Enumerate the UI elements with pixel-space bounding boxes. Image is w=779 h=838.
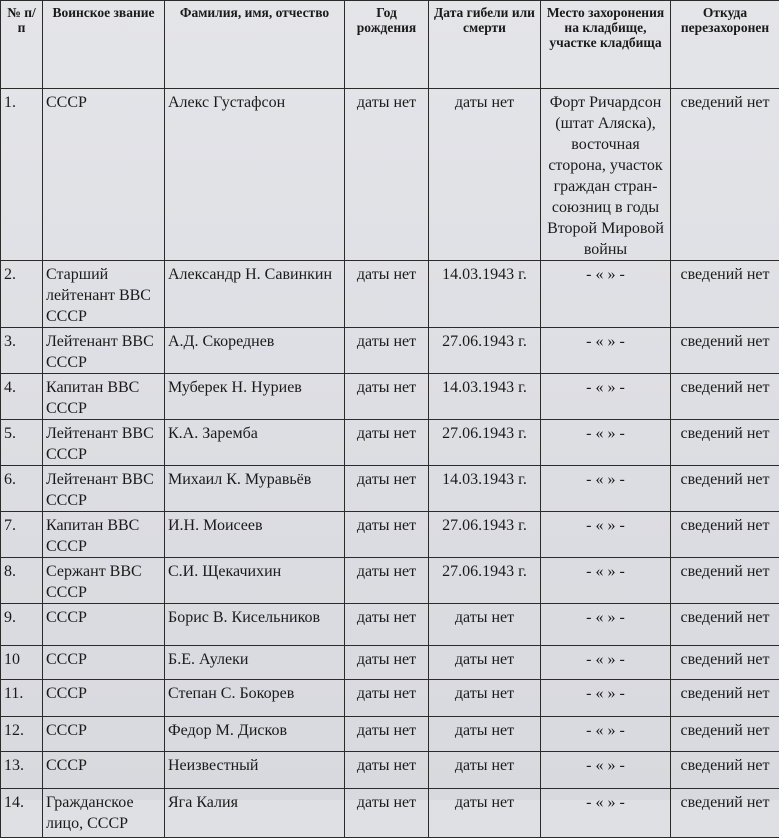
row-burial-place: - « » -	[541, 558, 671, 604]
row-burial-place: - « » -	[541, 374, 671, 420]
row-burial-place: - « » -	[541, 328, 671, 374]
row-rank: СССР	[43, 646, 165, 680]
row-rank: СССР	[43, 89, 165, 261]
row-burial-place: - « » -	[541, 261, 671, 328]
row-num: 11.	[1, 680, 43, 717]
row-name: Неизвестный	[165, 752, 345, 789]
row-burial-place: - « » -	[541, 717, 671, 752]
table-row	[1, 646, 779, 680]
row-birth-year: даты нет	[345, 717, 429, 752]
row-rank: СССР	[43, 680, 165, 717]
row-rank: СССР	[43, 604, 165, 646]
row-reburied-from: сведений нет	[671, 789, 779, 838]
table-row	[1, 261, 779, 328]
row-name: Федор М. Дисков	[165, 717, 345, 752]
row-reburied-from: сведений нет	[671, 680, 779, 717]
row-death-date: даты нет	[429, 789, 541, 838]
row-num: 8.	[1, 558, 43, 604]
row-num: 1.	[1, 89, 43, 261]
row-death-date: 27.06.1943 г.	[429, 328, 541, 374]
row-burial-place: - « » -	[541, 646, 671, 680]
row-birth-year: даты нет	[345, 512, 429, 558]
row-name: Борис В. Кисельников	[165, 604, 345, 646]
header-rank: Воинское звание	[43, 1, 165, 89]
row-num: 12.	[1, 717, 43, 752]
row-name: Михаил К. Муравьёв	[165, 466, 345, 512]
row-num: 14.	[1, 789, 43, 838]
row-rank: Лейтенант ВВС СССР	[43, 466, 165, 512]
row-num: 3.	[1, 328, 43, 374]
row-num: 9.	[1, 604, 43, 646]
row-name: Александр Н. Савинкин	[165, 261, 345, 328]
row-death-date: даты нет	[429, 717, 541, 752]
row-reburied-from: сведений нет	[671, 558, 779, 604]
row-burial-place: - « » -	[541, 789, 671, 838]
row-name: Муберек Н. Нуриев	[165, 374, 345, 420]
row-death-date: даты нет	[429, 752, 541, 789]
row-death-date: даты нет	[429, 680, 541, 717]
row-name: Яга Калия	[165, 789, 345, 838]
table-row	[1, 680, 779, 717]
table-row	[1, 604, 779, 646]
row-burial-place: - « » -	[541, 512, 671, 558]
table-row	[1, 89, 779, 261]
row-reburied-from: сведений нет	[671, 604, 779, 646]
row-birth-year: даты нет	[345, 374, 429, 420]
row-rank: СССР	[43, 752, 165, 789]
row-death-date: даты нет	[429, 89, 541, 261]
row-birth-year: даты нет	[345, 328, 429, 374]
row-reburied-from: сведений нет	[671, 512, 779, 558]
table-row	[1, 466, 779, 512]
row-rank: Лейтенант ВВС СССР	[43, 328, 165, 374]
row-death-date: 27.06.1943 г.	[429, 558, 541, 604]
row-num: 5.	[1, 420, 43, 466]
row-death-date: даты нет	[429, 646, 541, 680]
row-death-date: 27.06.1943 г.	[429, 512, 541, 558]
row-birth-year: даты нет	[345, 789, 429, 838]
row-burial-place: - « » -	[541, 466, 671, 512]
row-burial-place: - « » -	[541, 420, 671, 466]
table-row	[1, 328, 779, 374]
row-death-date: 27.06.1943 г.	[429, 420, 541, 466]
row-reburied-from: сведений нет	[671, 420, 779, 466]
row-reburied-from: сведений нет	[671, 261, 779, 328]
row-death-date: даты нет	[429, 604, 541, 646]
row-name: И.Н. Моисеев	[165, 512, 345, 558]
header-death: Дата гибели или смерти	[429, 1, 541, 89]
table-header-row	[1, 1, 779, 89]
row-birth-year: даты нет	[345, 261, 429, 328]
row-name: К.А. Заремба	[165, 420, 345, 466]
row-rank: Гражданское лицо, СССР	[43, 789, 165, 838]
row-num: 2.	[1, 261, 43, 328]
table-row	[1, 558, 779, 604]
row-burial-place: - « » -	[541, 604, 671, 646]
row-burial-place: - « » -	[541, 752, 671, 789]
row-birth-year: даты нет	[345, 420, 429, 466]
table-row	[1, 789, 779, 838]
row-num: 4.	[1, 374, 43, 420]
row-death-date: 14.03.1943 г.	[429, 374, 541, 420]
row-burial-place: Форт Ричардсон (штат Аляска), восточная сторона, участок граждан стран-союзниц в годы Второй Мировой войны	[541, 89, 671, 261]
row-burial-place: - « » -	[541, 680, 671, 717]
row-num: 6.	[1, 466, 43, 512]
row-birth-year: даты нет	[345, 604, 429, 646]
row-death-date: 14.03.1943 г.	[429, 466, 541, 512]
header-num: № п/п	[1, 1, 43, 89]
row-rank: Старший лейтенант ВВС СССР	[43, 261, 165, 328]
row-birth-year: даты нет	[345, 680, 429, 717]
row-birth-year: даты нет	[345, 466, 429, 512]
table-row	[1, 374, 779, 420]
header-born: Год рождения	[345, 1, 429, 89]
header-name: Фамилия, имя, отчество	[165, 1, 345, 89]
row-reburied-from: сведений нет	[671, 89, 779, 261]
row-birth-year: даты нет	[345, 752, 429, 789]
row-death-date: 14.03.1943 г.	[429, 261, 541, 328]
row-birth-year: даты нет	[345, 89, 429, 261]
row-rank: Капитан ВВС СССР	[43, 374, 165, 420]
row-reburied-from: сведений нет	[671, 328, 779, 374]
row-reburied-from: сведений нет	[671, 374, 779, 420]
row-rank: Капитан ВВС СССР	[43, 512, 165, 558]
row-rank: Лейтенант ВВС СССР	[43, 420, 165, 466]
header-place: Место захоронения на кладбище, участке кладбища	[541, 1, 671, 89]
table-row	[1, 512, 779, 558]
row-num: 7.	[1, 512, 43, 558]
row-name: Алекс Густафсон	[165, 89, 345, 261]
row-reburied-from: сведений нет	[671, 752, 779, 789]
row-name: С.И. Щекачихин	[165, 558, 345, 604]
row-rank: Сержант ВВС СССР	[43, 558, 165, 604]
row-reburied-from: сведений нет	[671, 466, 779, 512]
table-row	[1, 420, 779, 466]
table-row	[1, 752, 779, 789]
table-row	[1, 717, 779, 752]
row-reburied-from: сведений нет	[671, 717, 779, 752]
row-birth-year: даты нет	[345, 558, 429, 604]
header-from: Откуда перезахоронен	[671, 1, 779, 89]
row-rank: СССР	[43, 717, 165, 752]
row-name: Б.Е. Аулеки	[165, 646, 345, 680]
row-num: 13.	[1, 752, 43, 789]
row-name: Степан С. Бокорев	[165, 680, 345, 717]
row-num: 10	[1, 646, 43, 680]
row-birth-year: даты нет	[345, 646, 429, 680]
row-name: А.Д. Скореднев	[165, 328, 345, 374]
table-body	[1, 89, 779, 838]
row-reburied-from: сведений нет	[671, 646, 779, 680]
